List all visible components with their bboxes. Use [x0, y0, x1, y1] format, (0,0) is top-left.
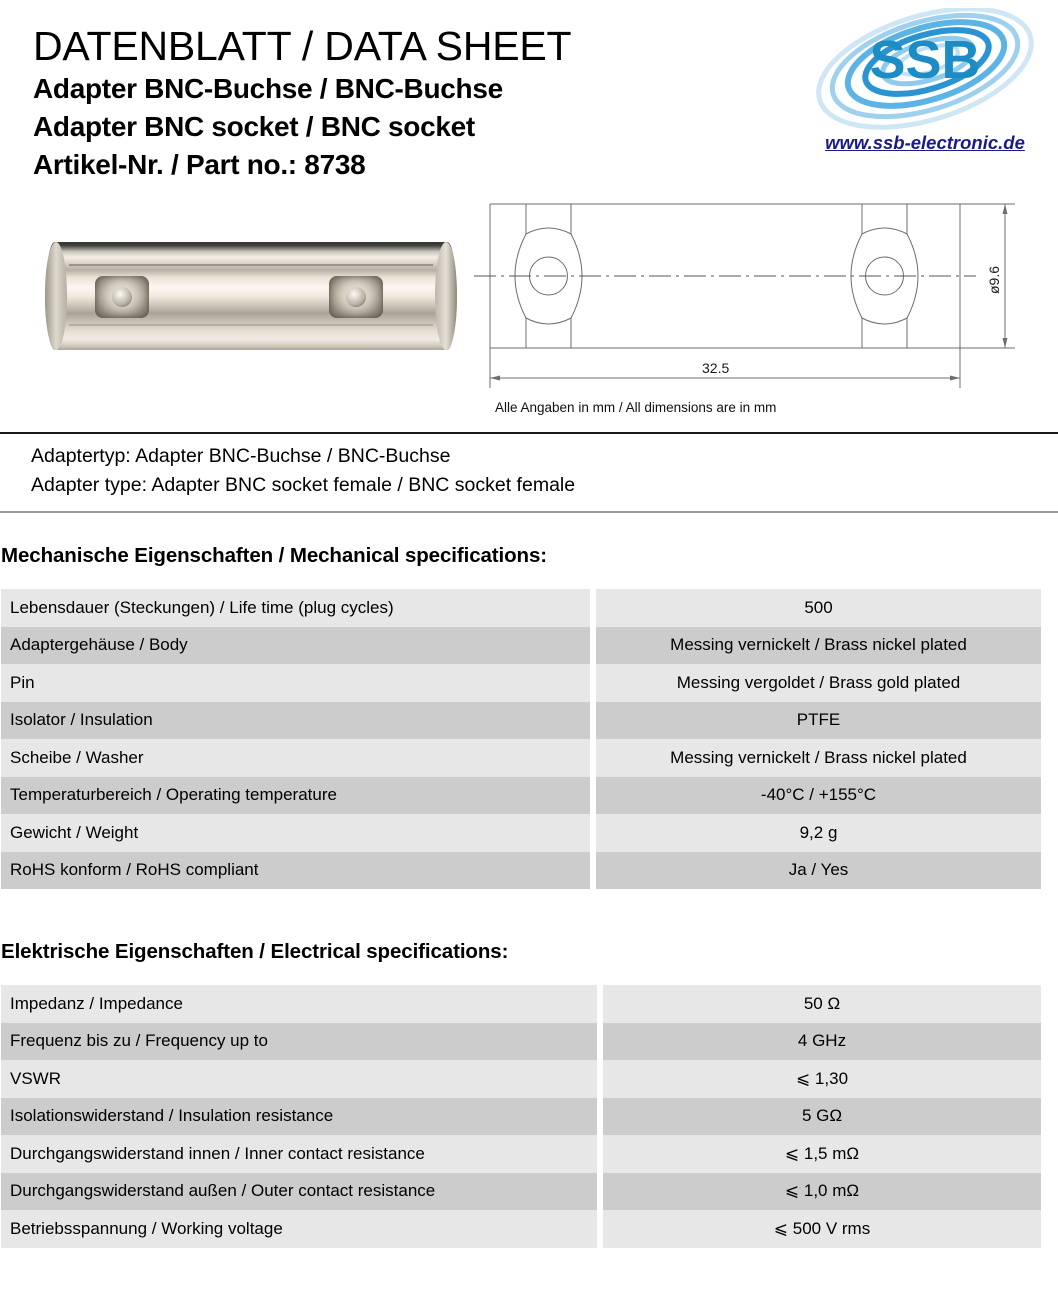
table-row: [1, 777, 1041, 815]
spec-value: ⩽ 500 V rms: [603, 1210, 1041, 1248]
table-row: [1, 1210, 1041, 1248]
adapter-right-end: [435, 242, 457, 350]
document-header: [0, 0, 1058, 200]
spec-value: 9,2 g: [596, 814, 1041, 852]
table-row: [1, 1060, 1041, 1098]
table-row: [1, 627, 1041, 665]
ssb-logo-text: SSB: [869, 30, 981, 90]
table-row: [1, 1173, 1041, 1211]
spec-value: 5 GΩ: [603, 1098, 1041, 1136]
divider-below-adapter-type: [0, 511, 1058, 513]
dimension-note: Alle Angaben in mm / All dimensions are in mm: [495, 400, 777, 415]
table-row: [1, 852, 1041, 890]
table-row: [1, 702, 1041, 740]
spec-label: RoHS konform / RoHS compliant: [1, 852, 590, 890]
mechanical-specifications-heading: Mechanische Eigenschaften / Mechanical specifications:: [1, 544, 547, 567]
spec-label: Frequenz bis zu / Frequency up to: [1, 1023, 597, 1061]
spec-value: ⩽ 1,0 mΩ: [603, 1173, 1041, 1211]
product-photo: [45, 236, 457, 356]
spec-value: Messing vergoldet / Brass gold plated: [596, 664, 1041, 702]
title-block: [33, 22, 571, 184]
adapter-type-block: [31, 442, 575, 500]
spec-label: Durchgangswiderstand außen / Outer contact resistance: [1, 1173, 597, 1211]
spec-value: Messing vernickelt / Brass nickel plated: [596, 739, 1041, 777]
spec-label: Adaptergehäuse / Body: [1, 627, 590, 665]
dim-arrow-left: [490, 376, 500, 381]
technical-drawing: [470, 186, 1050, 426]
table-row: [1, 985, 1041, 1023]
table-row: [1, 589, 1041, 627]
spec-label: Temperaturbereich / Operating temperature: [1, 777, 590, 815]
table-row: [1, 1098, 1041, 1136]
part-number: Artikel-Nr. / Part no.: 8738: [33, 149, 366, 180]
spec-label: Isolator / Insulation: [1, 702, 590, 740]
spec-value: 4 GHz: [603, 1023, 1041, 1061]
dim-arrow-right: [950, 376, 960, 381]
product-name-de: Adapter BNC-Buchse / BNC-Buchse: [33, 73, 503, 104]
adapter-type-en: Adapter type: Adapter BNC socket female / BNC socket female: [31, 474, 576, 496]
divider-above-adapter-type: [0, 432, 1058, 434]
ssb-logo-icon: [810, 8, 1040, 136]
spec-value: -40°C / +155°C: [596, 777, 1041, 815]
table-row: [1, 814, 1041, 852]
dim-arrow-top: [1003, 204, 1008, 214]
dimension-diameter-label: ø9.6: [986, 265, 1002, 294]
spec-value: ⩽ 1,5 mΩ: [603, 1135, 1041, 1173]
mechanical-specifications-table: [1, 589, 1041, 889]
adapter-type-de: Adaptertyp: Adapter BNC-Buchse / BNC-Buchse: [31, 445, 451, 467]
website-link[interactable]: www.ssb-electronic.de: [825, 132, 1025, 153]
spec-value: 500: [596, 589, 1041, 627]
spec-label: Pin: [1, 664, 590, 702]
electrical-specifications-heading: Elektrische Eigenschaften / Electrical specifications:: [1, 940, 509, 963]
spec-label: Isolationswiderstand / Insulation resistance: [1, 1098, 597, 1136]
table-row: [1, 739, 1041, 777]
brand-logo-block: [810, 8, 1040, 168]
spec-label: Lebensdauer (Steckungen) / Life time (plug cycles): [1, 589, 590, 627]
product-name-en: Adapter BNC socket / BNC socket: [33, 111, 475, 142]
bayonet-slot-right: [329, 276, 383, 318]
spec-label: VSWR: [1, 1060, 597, 1098]
table-row: [1, 664, 1041, 702]
bayonet-slot-left: [95, 276, 149, 318]
page-title: DATENBLATT / DATA SHEET: [33, 23, 572, 69]
adapter-seam-top: [69, 264, 433, 266]
spec-value: Ja / Yes: [596, 852, 1041, 890]
dim-arrow-bottom: [1003, 338, 1008, 348]
spec-value: 50 Ω: [603, 985, 1041, 1023]
adapter-seam-bottom: [69, 324, 433, 326]
spec-label: Gewicht / Weight: [1, 814, 590, 852]
adapter-left-end: [45, 242, 67, 350]
spec-label: Durchgangswiderstand innen / Inner contact resistance: [1, 1135, 597, 1173]
electrical-specifications-table: [1, 985, 1041, 1248]
table-row: [1, 1135, 1041, 1173]
spec-label: Impedanz / Impedance: [1, 985, 597, 1023]
spec-value: ⩽ 1,30: [603, 1060, 1041, 1098]
spec-label: Betriebsspannung / Working voltage: [1, 1210, 597, 1248]
dimension-length-label: 32.5: [702, 360, 730, 376]
spec-value: PTFE: [596, 702, 1041, 740]
spec-value: Messing vernickelt / Brass nickel plated: [596, 627, 1041, 665]
spec-label: Scheibe / Washer: [1, 739, 590, 777]
table-row: [1, 1023, 1041, 1061]
